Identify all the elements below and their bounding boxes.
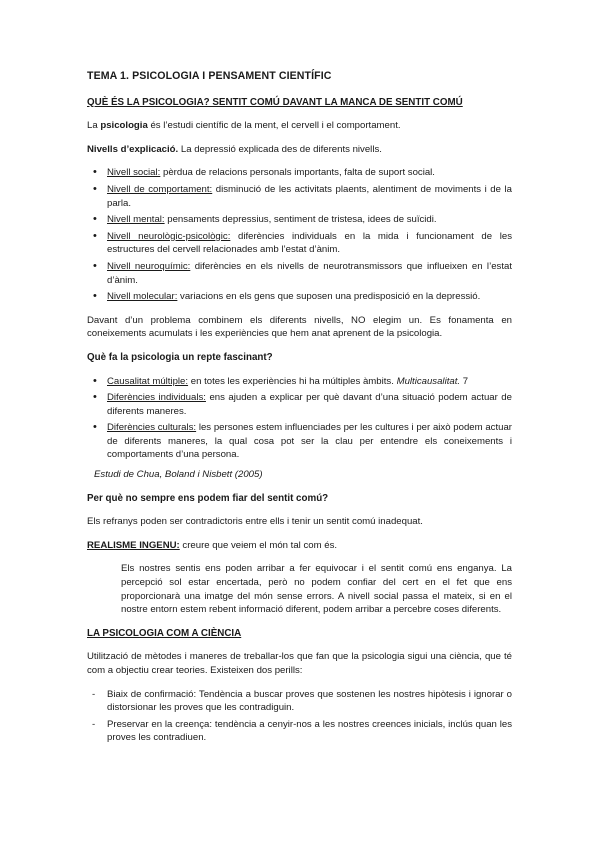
naive-realism-text: creure que veiem el món tal com és. [179, 539, 338, 551]
definition-prefix: La [87, 120, 101, 132]
level-text: diferències individuals en la mida i funcionament de les estructures del cervell relacionades amb l’estat d’ànim. [107, 230, 512, 256]
levels-intro-text: La depressió explicada des de diferents nivells. [178, 143, 382, 155]
dangers-list [87, 688, 512, 745]
level-label: Nivell mental: [107, 214, 165, 226]
definition-term: psicologia [100, 120, 148, 132]
levels-intro [87, 143, 512, 157]
section-heading-what-is-psychology: QUÈ ÉS LA PSICOLOGIA? SENTIT COMÚ DAVANT LA MANCA DE SENTIT COMÚ [87, 96, 463, 108]
level-label: Nivell neuroquímic: [107, 260, 191, 272]
list-item [87, 260, 512, 287]
challenge-tail: 7 [460, 375, 469, 387]
challenge-text: les persones estem influenciades per les cultures i per això podem actuar de diferents maneres, la qual cosa pot ser la clau per entendre els coneixements i comportaments d’una persona. [107, 422, 512, 461]
list-item: - Biaix de confirmació: Tendència a buscar proves que sostenen les nostres hipòtesis i ignorar o distorsionar les proves que les contradiguin. [87, 688, 512, 715]
list-item [87, 213, 512, 227]
study-citation: Estudi de Chua, Boland i Nisbett (2005) [94, 469, 263, 481]
challenge-label: Diferències culturals: [107, 422, 197, 434]
list-item [87, 230, 512, 257]
section-heading-common-sense: Per què no sempre ens podem fiar del sentit comú? [87, 492, 329, 504]
level-label: Nivell social: [107, 167, 161, 179]
challenge-text: en totes les experiències hi ha múltiples àmbits. [188, 375, 397, 387]
section-heading-psychology-as-science: LA PSICOLOGIA COM A CIÈNCIA [87, 627, 242, 639]
levels-list [87, 166, 512, 303]
level-text: pèrdua de relacions personals importants, falta de suport social. [160, 167, 435, 179]
level-text: diferències en els nivells de neurotransmissors que influeixen en l’estat d’ànim. [107, 260, 512, 286]
section-heading-fascinating-challenge: Què fa la psicologia un repte fascinant? [87, 351, 273, 363]
naive-realism [87, 539, 512, 553]
science-paragraph: Utilització de mètodes i maneres de treballar-los que fan que la psicologia sigui una ciència, que té com a objectiu crear teories. Existeixen dos perills: [87, 651, 512, 676]
challenge-label: Diferències individuals: [107, 392, 206, 404]
psychology-definition [87, 119, 512, 133]
list-item [87, 375, 512, 389]
level-label: Nivell neurològic-psicològic: [107, 230, 231, 242]
level-text: variacions en els gens que suposen una predisposició en la depressió. [177, 291, 481, 303]
list-item [87, 421, 512, 462]
list-item [87, 183, 512, 210]
list-item: - Preservar en la creença: tendència a cenyir-nos a les nostres creences inicials, inclús quan les proves les contradiuen. [87, 718, 512, 745]
challenge-list [87, 375, 512, 463]
level-label: Nivell molecular: [107, 291, 178, 303]
challenge-label: Causalitat múltiple: [107, 375, 189, 387]
level-label: Nivell de comportament: [107, 183, 213, 195]
definition-text: és l’estudi científic de la ment, el cervell i el comportament. [147, 120, 401, 132]
level-text: pensaments depressius, sentiment de tristesa, idees de suïcidi. [164, 214, 437, 226]
proverbs-paragraph: Els refranys poden ser contradictoris entre ells i tenir un sentit comú inadequat. [87, 516, 423, 528]
list-item [87, 391, 512, 418]
document-title: TEMA 1. PSICOLOGIA I PENSAMENT CIENTÍFIC [87, 70, 332, 82]
list-item [87, 166, 512, 180]
naive-realism-detail: Els nostres sentis ens poden arribar a fer equivocar i el sentit comú ens enganya. La percepció sol estar encertada, però no podem confiar del cert en el fet que ens proporcionarà una imatge del món sense errors. A nivell social passa el mateix, si en el nostre entorn estem rebent informació diferent, podem arribar a percebre coses diferents. [121, 563, 512, 616]
challenge-text: ens ajuden a explicar per què davant d’una situació podem actuar de diferents maneres. [107, 392, 512, 417]
level-text: disminució de les activitats plaents, alentiment de moviments i de la parla. [107, 183, 512, 209]
combine-levels-paragraph: Davant d’un problema combinem els diferents nivells, NO elegim un. Es fonamenta en coneixements acumulats i les experiències que hem anat aprenent de la psicologia. [87, 314, 512, 340]
challenge-italic: Multicausalitat. [396, 375, 461, 387]
list-item [87, 290, 512, 304]
naive-realism-term: REALISME INGENU: [87, 539, 180, 551]
levels-intro-term: Nivells d’explicació. [87, 143, 179, 155]
